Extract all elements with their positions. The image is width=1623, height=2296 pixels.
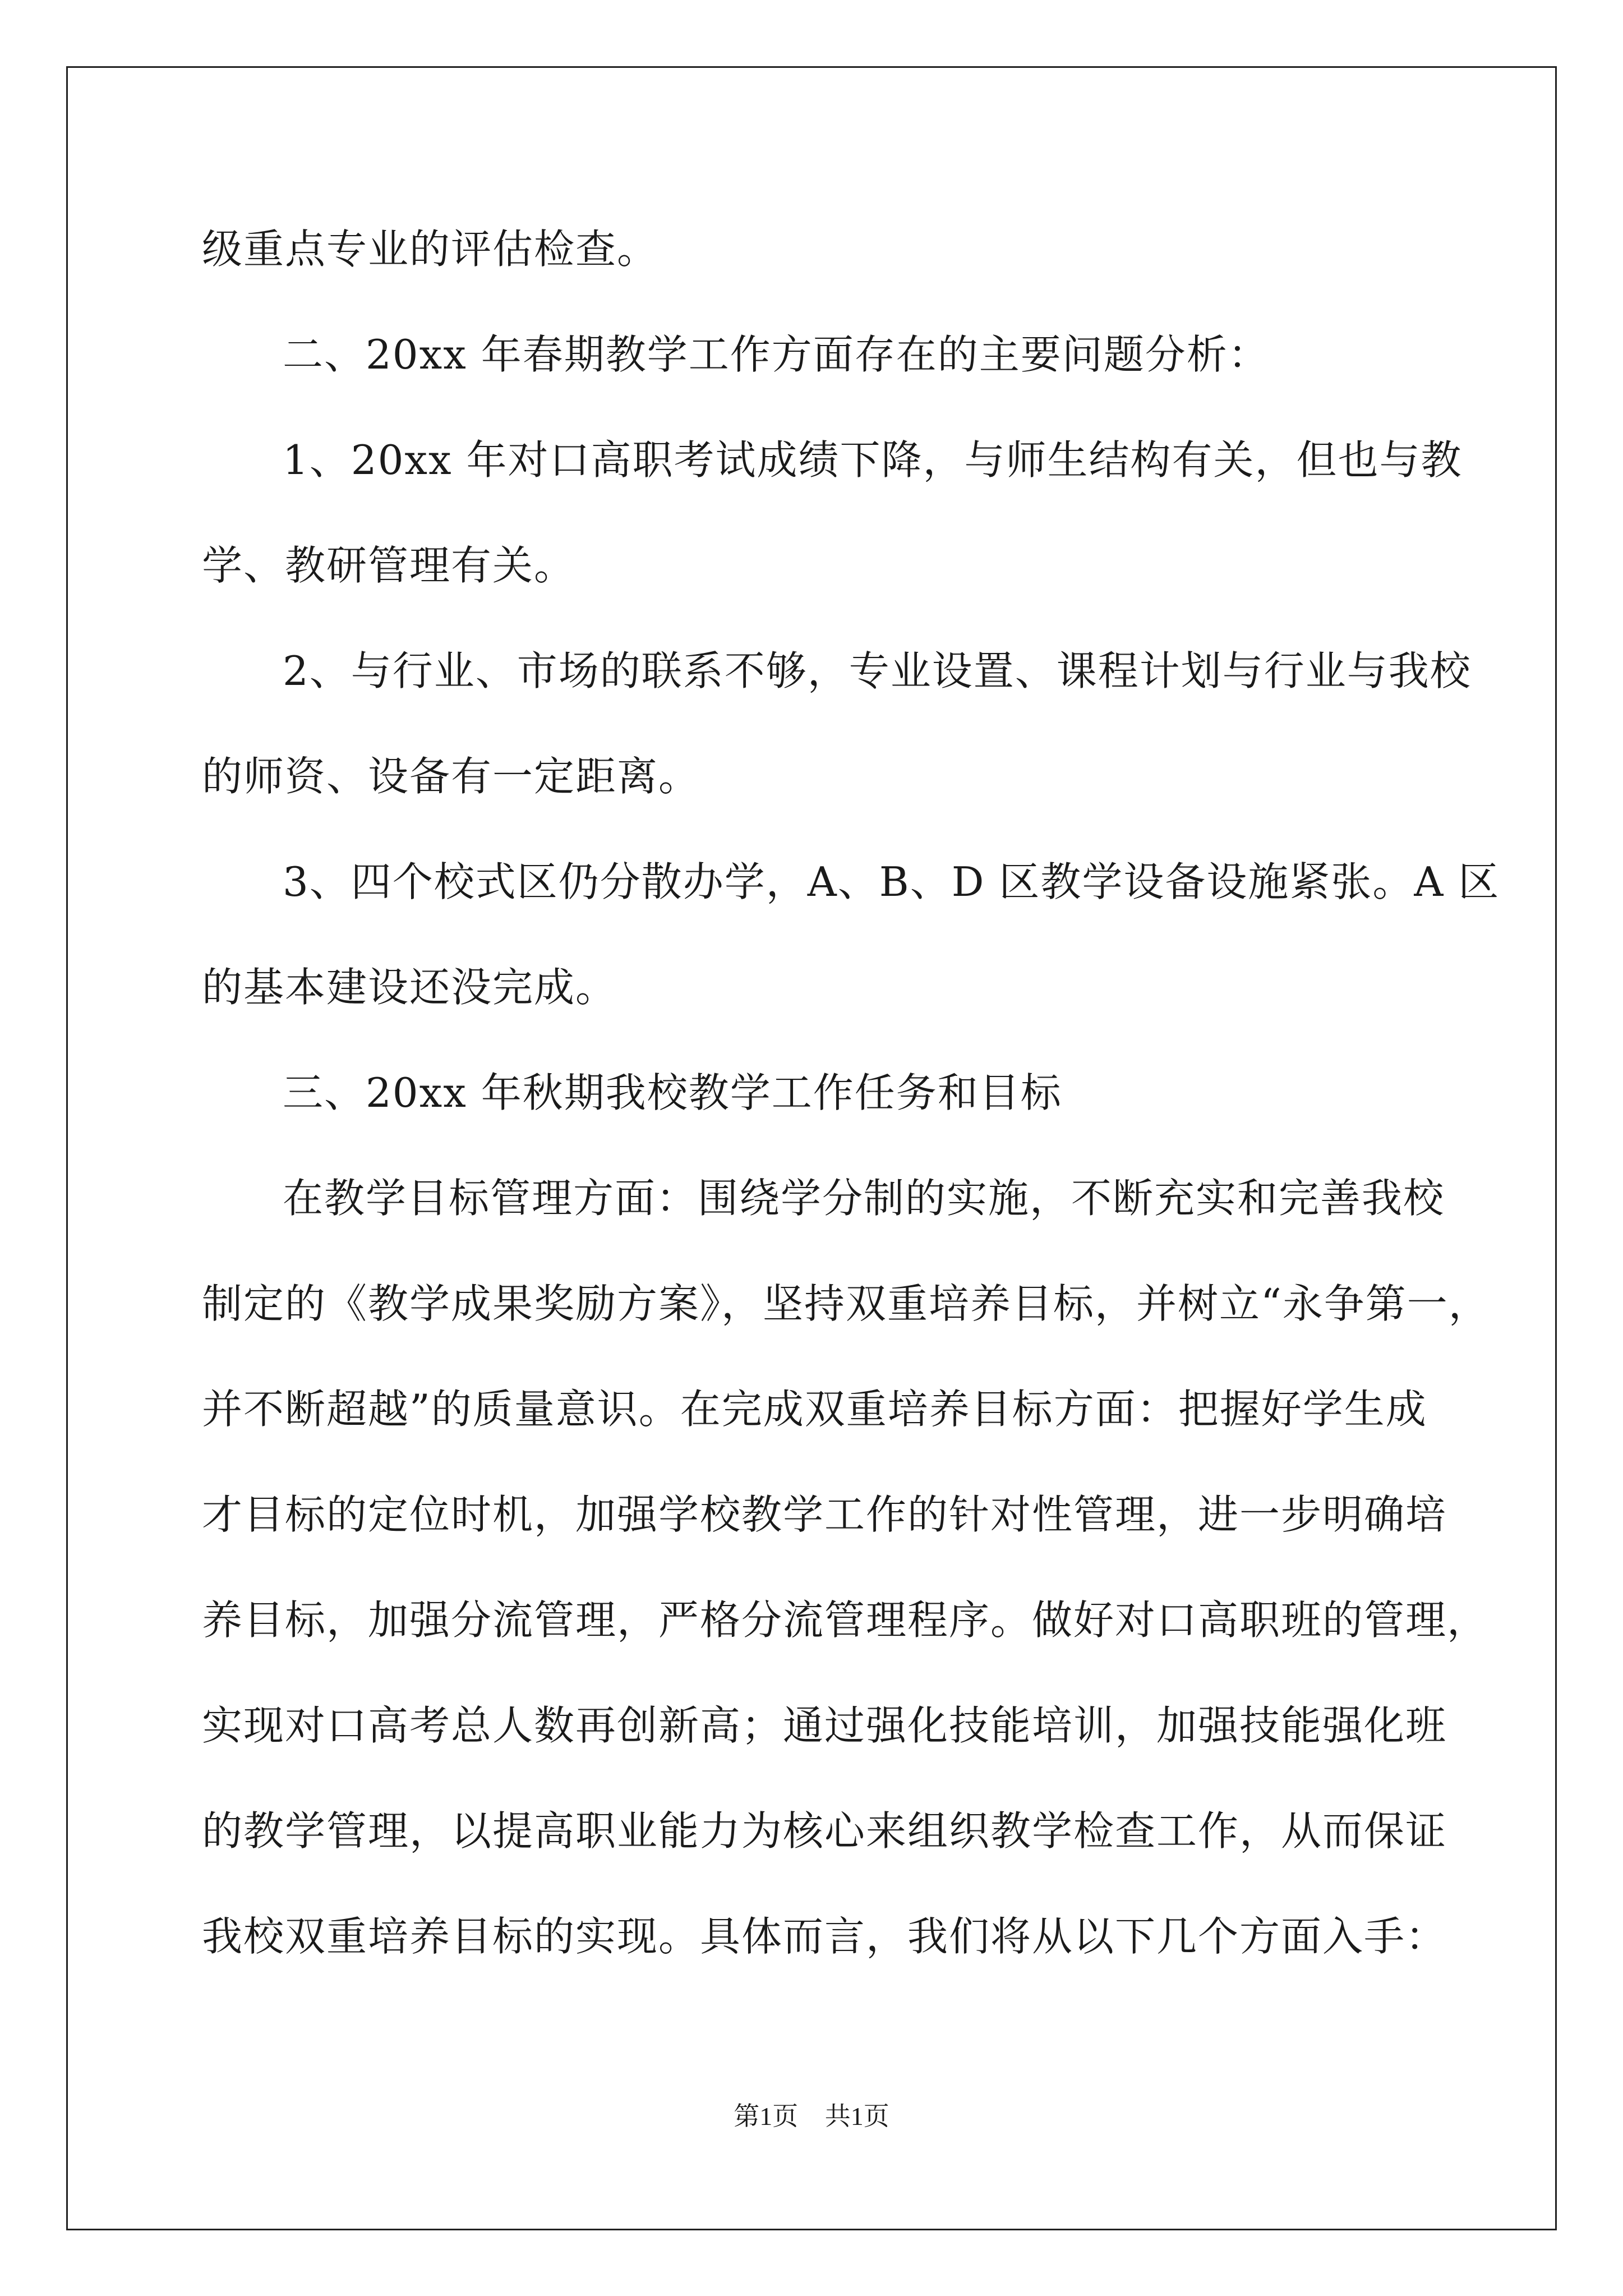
section-heading-2: 二、20xx 年春期教学工作方面存在的主要问题分析： — [283, 331, 1270, 378]
text-line: 的教学管理，以提高职业能力为核心来组织教学检查工作，从而保证 — [202, 1807, 1447, 1855]
text-line: 并不断超越”的质量意识。在完成双重培养目标方面：把握好学生成 — [202, 1386, 1427, 1433]
text-line: 制定的《教学成果奖励方案》，坚持双重培养目标，并树立“永争第一， — [202, 1280, 1490, 1327]
text-line: 才目标的定位时机，加强学校教学工作的针对性管理，进一步明确培 — [202, 1491, 1447, 1538]
text-line: 的基本建设还没完成。 — [202, 964, 617, 1011]
text-line: 2、与行业、市场的联系不够，专业设置、课程计划与行业与我校 — [283, 647, 1472, 694]
page-total: 共1页 — [824, 2102, 889, 2131]
text-line: 学、教研管理有关。 — [202, 542, 576, 589]
page-footer — [0, 2096, 1623, 2133]
page-number: 第1页 — [734, 2102, 799, 2131]
text-line: 的师资、设备有一定距离。 — [202, 753, 700, 800]
text-line: 我校双重培养目标的实现。具体而言，我们将从以下几个方面入手： — [202, 1913, 1447, 1960]
text-line: 3、四个校式区仍分散办学，A、B、D 区教学设备设施紧张。A 区 — [283, 858, 1500, 905]
text-line: 在教学目标管理方面：围绕学分制的实施，不断充实和完善我校 — [283, 1175, 1445, 1222]
text-line: 1、20xx 年对口高职考试成绩下降，与师生结构有关，但也与教 — [283, 436, 1463, 484]
text-line: 养目标，加强分流管理，严格分流管理程序。做好对口高职班的管理， — [202, 1596, 1489, 1644]
text-line: 实现对口高考总人数再创新高；通过强化技能培训，加强技能强化班 — [202, 1702, 1447, 1749]
section-heading-3: 三、20xx 年秋期我校教学工作任务和目标 — [283, 1069, 1062, 1116]
text-line: 级重点专业的评估检查。 — [202, 226, 659, 273]
document-body — [202, 196, 1500, 1989]
